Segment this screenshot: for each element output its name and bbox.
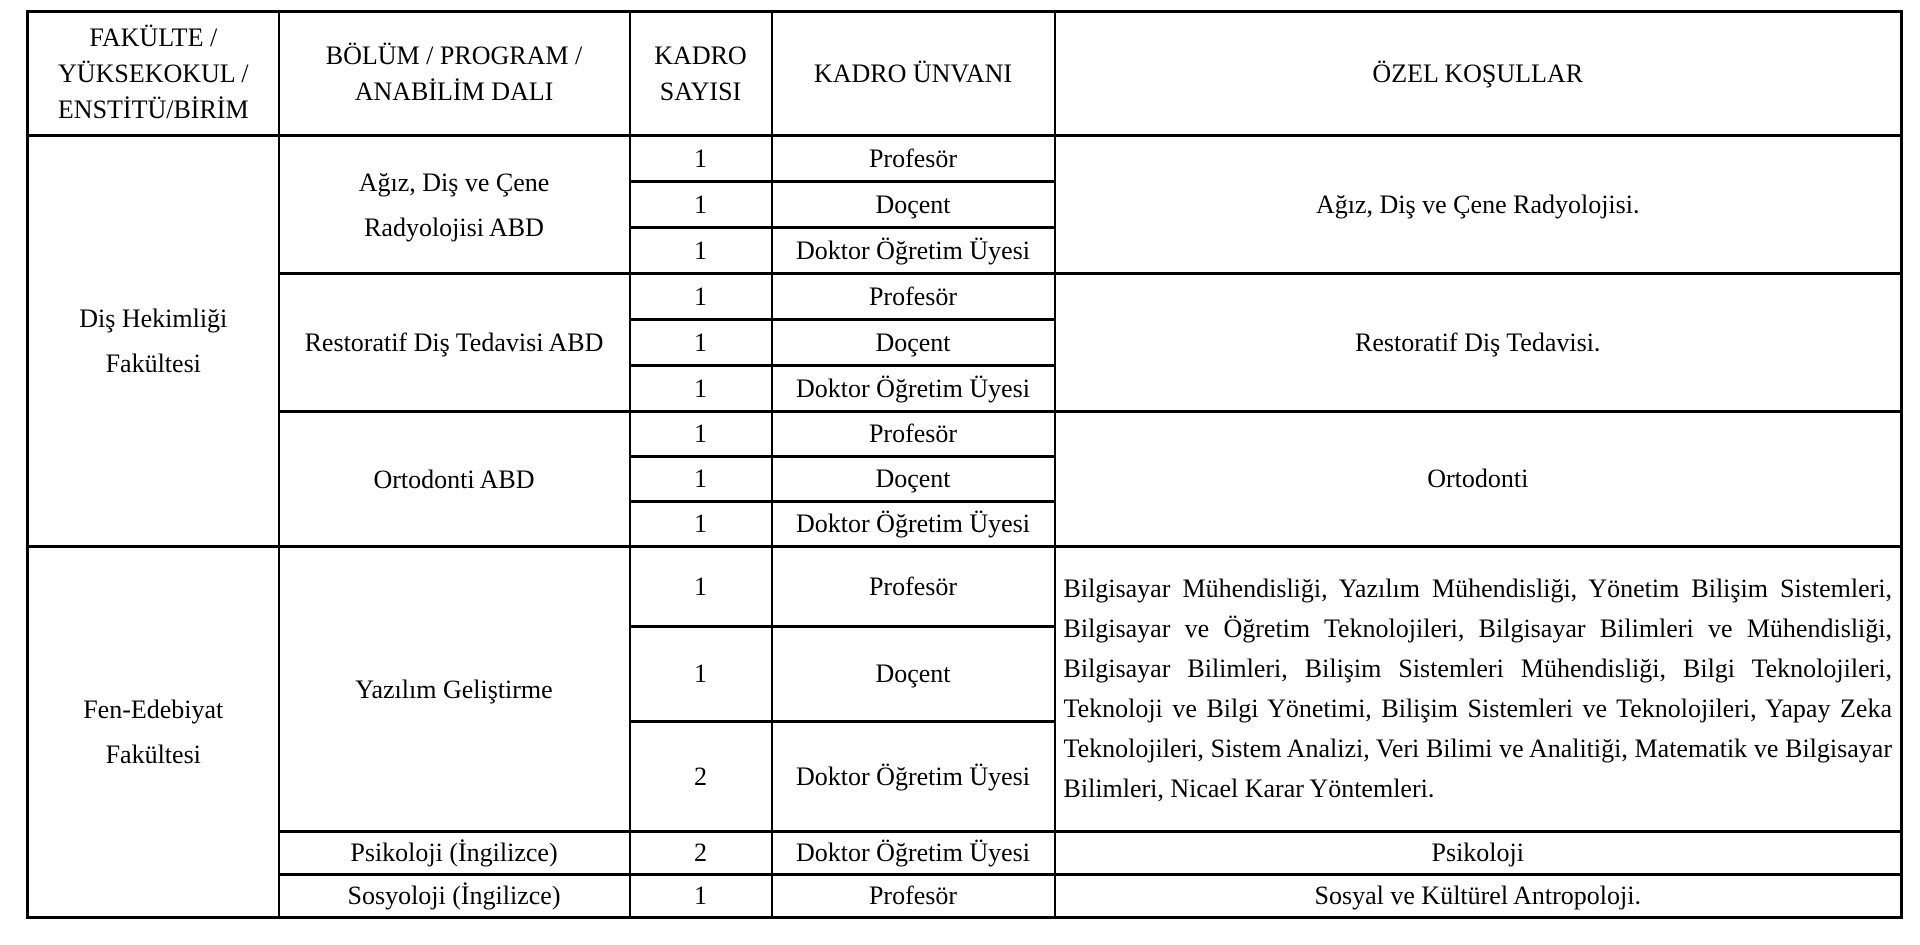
cell-count: 1 [630, 412, 772, 457]
program-name-line: Ortodonti ABD [373, 464, 535, 494]
cell-faculty-dis-hekimligi [28, 136, 279, 547]
header-special-conditions-line: ÖZEL KOŞULLAR [1372, 58, 1584, 88]
cell-count: 1 [630, 502, 772, 547]
cell-special-conditions: Ortodonti [1055, 412, 1902, 547]
cell-faculty-fen-edebiyat [28, 547, 279, 918]
header-program-line-2: ANABİLİM DALI [354, 76, 554, 106]
cell-title: Profesör [772, 547, 1055, 627]
header-special-conditions [1055, 12, 1902, 136]
cell-special-conditions: Psikoloji [1055, 832, 1902, 875]
cell-title: Doktor Öğretim Üyesi [772, 832, 1055, 875]
header-count [630, 12, 772, 136]
cell-title: Doktor Öğretim Üyesi [772, 502, 1055, 547]
cell-program-sosyoloji: Sosyoloji (İngilizce) [279, 875, 630, 918]
faculty-name-line: Diş Hekimliği [79, 304, 228, 333]
program-name-line: Restoratif Diş Tedavisi ABD [304, 328, 604, 357]
cell-special-conditions: Sosyal ve Kültürel Antropoloji. [1055, 875, 1902, 918]
cell-title: Doçent [772, 320, 1055, 366]
cell-title: Profesör [772, 274, 1055, 320]
table-row [28, 274, 1902, 320]
cell-program-ortodonti [279, 412, 630, 547]
header-title-line: KADRO ÜNVANI [813, 58, 1013, 88]
header-faculty [28, 12, 279, 136]
header-faculty-line-1: FAKÜLTE / [89, 22, 218, 52]
academic-positions-table [26, 10, 1903, 919]
cell-count: 1 [630, 366, 772, 412]
cell-title: Doktor Öğretim Üyesi [772, 366, 1055, 412]
header-faculty-line-3: ENSTİTÜ/BİRİM [57, 94, 249, 124]
cell-count: 1 [630, 228, 772, 274]
header-count-line-2: SAYISI [659, 76, 742, 106]
table-row [28, 832, 1902, 875]
cell-program-psikoloji: Psikoloji (İngilizce) [279, 832, 630, 875]
cell-title: Doktor Öğretim Üyesi [772, 228, 1055, 274]
cell-program-restoratif [279, 274, 630, 412]
cell-title: Profesör [772, 412, 1055, 457]
program-name-line: Yazılım Geliştirme [355, 674, 553, 704]
cell-title: Doçent [772, 457, 1055, 502]
cell-count: 1 [630, 274, 772, 320]
cell-special-conditions: Bilgisayar Mühendisliği, Yazılım Mühendisliği, Yönetim Bilişim Sistemleri, Bilgisayar ve Öğretim Teknolojileri, Bilgisayar Bilimleri ve Mühendisliği, Bilgisayar Bilimleri, Bilişim Sistemleri Mühendisliği, Bilgi Teknolojileri, Teknoloji ve Bilgi Yönetimi, Bilişim Sistemleri ve Teknolojileri, Yapay Zeka Teknolojileri, Sistem Analizi, Veri Bilimi ve Analitiği, Matematik ve Bilgisayar Bilimleri, Nicael Karar Yöntemleri. [1055, 547, 1902, 832]
cell-count: 1 [630, 875, 772, 918]
faculty-name-line: Fen-Edebiyat [83, 695, 224, 724]
table-row [28, 412, 1902, 457]
cell-title: Profesör [772, 136, 1055, 182]
faculty-name-line: Fakültesi [105, 349, 201, 378]
cell-special-conditions: Restoratif Diş Tedavisi. [1055, 274, 1902, 412]
cell-title: Doçent [772, 627, 1055, 722]
header-program [279, 12, 630, 136]
header-title [772, 12, 1055, 136]
cell-count: 1 [630, 320, 772, 366]
cell-count: 1 [630, 547, 772, 627]
cell-program-agiz-dis-cene [279, 136, 630, 274]
cell-count: 1 [630, 457, 772, 502]
cell-count: 1 [630, 627, 772, 722]
program-name-line: Ağız, Diş ve Çene [358, 167, 550, 197]
cell-program-yazilim-gelistirme [279, 547, 630, 832]
cell-title: Doktor Öğretim Üyesi [772, 722, 1055, 832]
faculty-name-line: Fakültesi [105, 740, 201, 769]
cell-count: 1 [630, 182, 772, 228]
table-row [28, 547, 1902, 627]
header-faculty-line-2: YÜKSEKOKUL / [58, 58, 249, 88]
table-row [28, 136, 1902, 182]
header-program-line-1: BÖLÜM / PROGRAM / [325, 40, 583, 70]
cell-count: 2 [630, 832, 772, 875]
cell-count: 1 [630, 136, 772, 182]
header-count-line-1: KADRO [654, 40, 747, 70]
header-row [28, 12, 1902, 136]
cell-special-conditions: Ağız, Diş ve Çene Radyolojisi. [1055, 136, 1902, 274]
program-name-line: Radyolojisi ABD [364, 212, 544, 242]
table-row [28, 875, 1902, 918]
cell-count: 2 [630, 722, 772, 832]
cell-title: Doçent [772, 182, 1055, 228]
cell-title: Profesör [772, 875, 1055, 918]
